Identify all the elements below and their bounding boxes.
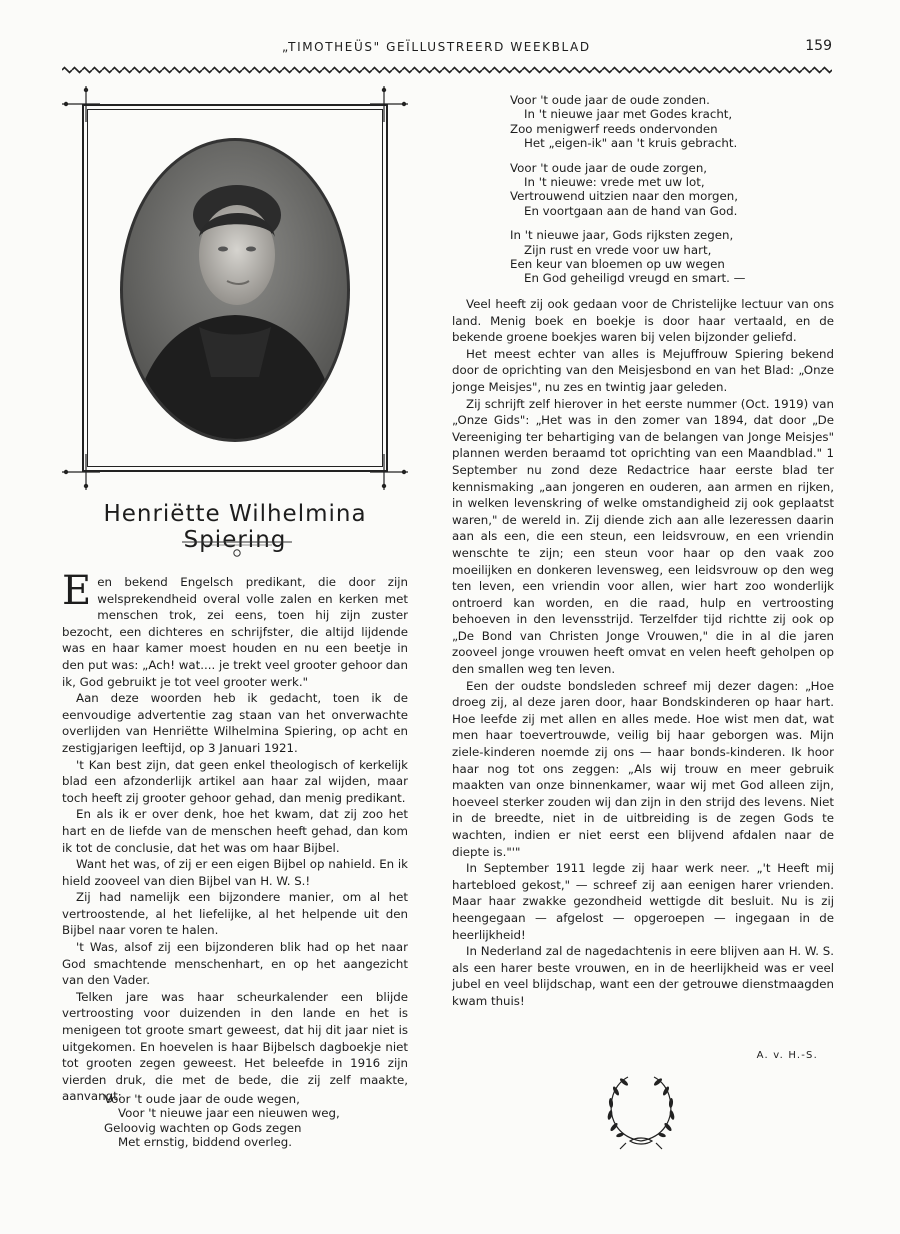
poem-line: Voor 't oude jaar de oude zorgen, [510, 160, 708, 175]
poem-line: Voor 't nieuwe jaar een nieuwen weg, [118, 1106, 340, 1121]
poem-line: In 't nieuwe jaar, Gods rijksten zegen, [510, 228, 734, 243]
poem-line: En voortgaan aan de hand van God. [524, 203, 738, 218]
paragraph: en bekend Engelsch predikant, die door zijn welsprekendheid overal volle zalen en kerken met menschen trok, zei eens, toen hij zijn zuster bezocht, een dichteres en schrijfster, die altijd lijdende was en haar kamer moest houden en nu een beetje in den put was: „Ach! wat.... je trekt veel grooter gehoor dan ik, God gebruikt je tot veel grooter werk." [62, 575, 408, 689]
poem-part-2 [510, 93, 830, 296]
title-divider [182, 538, 292, 558]
author-signature: A. v. H.-S. [756, 1050, 818, 1061]
running-header [62, 40, 832, 60]
paragraph: Zij had namelijk een bijzondere manier, om al het vertroostende, al het liefelijke, al het helpende uit den Bijbel naar voren te halen. [62, 890, 408, 938]
poem-line: En God geheiligd vreugd en smart. — [524, 271, 746, 286]
paragraph: Telken jare was haar scheurkalender een blijde vertroosting voor duizenden in den lande en het is menigeen tot groote smart geweest, dat hij dit jaar niet is uitgekomen. En hoevelen is haar Bijbelsch dagboekje niet tot grooten zegen geweest. Het beleefde in 1916 zijn vierden druk, die met de bede, die zij zelf maakte, aanvangt: [62, 989, 408, 1104]
poem-stanza [510, 93, 830, 151]
publication-title: „TIMOTHEÜS" GEÏLLUSTREERD WEEKBLAD [282, 40, 591, 54]
left-column [62, 568, 409, 1105]
paragraph: En als ik er over denk, hoe het kwam, dat zij zoo het hart en de liefde van de menschen heeft gehad, dan kom ik tot de conclusie, dat het was om haar Bijbel. [62, 807, 408, 855]
right-column [452, 296, 834, 1010]
paragraph: Zij schrijft zelf hierover in het eerste nummer (Oct. 1919) van „Onze Gids": „Het was in den zomer van 1894, dat door „De Vereeniging ter behartiging van de belangen van Jonge Meisjes" plannen werden beraamd tot oprichting van een Maandblad." 1 September nu zond deze Redactrice haar eerste blad ter kennismaking „aan jongeren en ouderen, aan armen en rijken, in welken levenskring of welke omstandigheid zij ook geplaatst waren," de wereld in. Zij diende zich aan alle lezeressen daarin aan als een, die een steun, een leidsvrouw, en een vriendin wenschte te zijn; een steun voor haar op den vaak zoo moeilijken en donkeren levensweg, een leidsvrouw op den weg ten leven, een vriendin voor allen, wier hart zoo wonderlijk ontroerd kan worden, en die raad, hulp en vertroosting behoeven in den levensstrijd. Terzelfder tijd richtte zij ook op „De Bond van Christen Jonge Vrouwen," die in al die jaren zooveel jonge vrouwen heeft omvat en velen heeft geholpen op den smallen weg ten leven. [452, 396, 834, 677]
poem-line: In 't nieuwe jaar met Godes kracht, [524, 107, 733, 122]
poem-stanza [510, 161, 830, 219]
poem-line: Het „eigen-ik" aan 't kruis gebracht. [524, 136, 738, 151]
paragraph: In Nederland zal de nagedachtenis in eere blijven aan H. W. S. als een harer beste vrouwen, en in de heerlijkheid was er veel jubel en veel blijdschap, want een der getrouwe dienstmaagden kwam thuis! [452, 944, 834, 1008]
poem-stanza [104, 1092, 424, 1150]
poem-line: Geloovig wachten op Gods zegen [104, 1120, 302, 1135]
poem-line: Voor 't oude jaar de oude zonden. [510, 93, 710, 107]
poem-line: In 't nieuwe: vrede met uw lot, [524, 175, 705, 190]
poem-stanza [510, 228, 830, 286]
poem-line: Vertrouwend uitzien naar den morgen, [510, 189, 738, 204]
paragraph: Het meest echter van alles is Mejuffrouw Spiering bekend door de oprichting van den Meisjesbond en van het Blad: „Onze jonge Meisjes", nu zes en twintig jaar geleden. [452, 346, 834, 394]
page-number: 159 [805, 38, 832, 54]
poem-line: Met ernstig, biddend overleg. [118, 1135, 293, 1150]
paragraph: Een der oudste bondsleden schreef mij dezer dagen: „Hoe droeg zij, al deze jaren door, haar Bondskinderen op haar hart. Hoe leefde zij met allen en alles mede. Hoe wist men dat, wat men haar toevertrouwde, veilig bij haar geborgen was. Mijn ziele-kinderen noemde zij ons — haar bonds-kinderen. Ik hoor haar nog tot ons zeggen: „Als wij trouw en meer gebruik maakten van onze binnenkamer, waar wij met God alleen zijn, hoeveel sterker zouden wij dan zijn in den strijd des levens. Niet in de breedte, niet in de uitbreiding is de zegen Gods te wachten, indien er niet eerst een blijvend afdalen naar de diepte is."'" [452, 678, 834, 859]
paragraph: In September 1911 legde zij haar werk neer. „'t Heeft mij hartebloed gekost," — schreef zij aan eenigen harer vrienden. Maar haar zwakke gezondheid wettigde dit besluit. Nu is zij heengegaan — afgelost — opgeroepen — ingegaan in de heerlijkheid! [452, 861, 834, 942]
poem-line: Zijn rust en vrede voor uw hart, [524, 242, 712, 257]
article-title: Henriëtte Wilhelmina Spiering [103, 501, 367, 553]
paragraph: Veel heeft zij ook gedaan voor de Christelijke lectuur van ons land. Menig boek en boekje is door haar vertaald, en de bekende groene boekjes waren bij velen bijzonder geliefd. [452, 297, 834, 345]
paragraph: 't Kan best zijn, dat geen enkel theologisch of kerkelijk blad een afzonderlijk artikel aan haar zal wijden, maar toch heeft zij grooter gehoor gehad, dan menig predikant. [62, 757, 408, 805]
drop-cap: E [62, 568, 92, 614]
poem-line: Zoo menigwerf reeds ondervonden [510, 121, 718, 136]
poem-line: Een keur van bloemen op uw wegen [510, 257, 725, 272]
portrait-photo [119, 137, 351, 443]
ornamental-rule [62, 66, 832, 74]
poem-part-1 [104, 1092, 424, 1160]
paragraph: 't Was, alsof zij een bijzonderen blik had op het naar God smachtende menschenhart, en op het aangezicht van den Vader. [62, 940, 408, 988]
lead-paragraph [62, 568, 408, 690]
paragraph: Want het was, of zij er een eigen Bijbel op nahield. En ik hield zooveel van dien Bijbel van H. W. S.! [62, 857, 409, 888]
poem-line: Voor 't oude jaar de oude wegen, [104, 1092, 300, 1106]
paragraph: Aan deze woorden heb ik gedacht, toen ik de eenvoudige advertentie zag staan van het onverwachte overlijden van Henriëtte Wilhelmina Spiering, op acht en zestigjarigen leeftijd, op 3 Januari 1921. [62, 691, 408, 755]
laurel-wreath-icon [596, 1071, 686, 1151]
